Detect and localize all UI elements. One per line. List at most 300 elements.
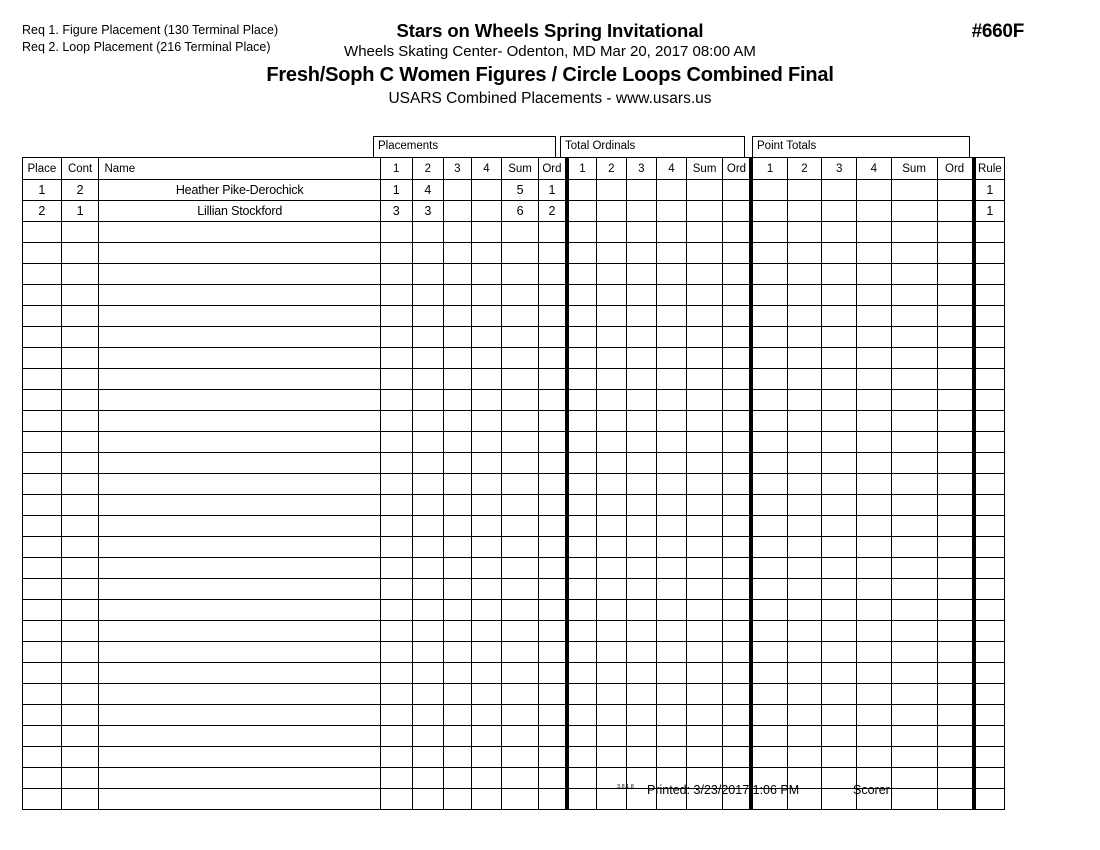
cell-to2: [597, 411, 627, 432]
cell-rule: [974, 621, 1005, 642]
cell-rule: [974, 579, 1005, 600]
cell-to1: [567, 348, 597, 369]
cell-pt4: [856, 705, 891, 726]
cell-cont: 1: [61, 201, 99, 222]
cell-rule: [974, 306, 1005, 327]
cell-cont: [61, 705, 99, 726]
cell-to2: [597, 600, 627, 621]
cell-plsum: [502, 264, 539, 285]
cell-to2: [597, 495, 627, 516]
cell-tosum: [686, 495, 723, 516]
cell-pt1: [751, 453, 787, 474]
table-row-empty: [23, 558, 1005, 579]
column-header-pt3: 3: [822, 158, 857, 180]
cell-ptord: [937, 264, 974, 285]
table-row-empty: [23, 243, 1005, 264]
cell-name: [99, 222, 380, 243]
cell-plord: 2: [538, 201, 567, 222]
results-table: [22, 157, 1005, 810]
cell-place: [23, 369, 62, 390]
cell-toord: [723, 327, 752, 348]
table-row-empty: [23, 432, 1005, 453]
cell-pt3: [822, 579, 857, 600]
cell-tosum: [686, 180, 723, 201]
cell-ptord: [937, 663, 974, 684]
cell-to1: [567, 558, 597, 579]
cell-pl1: [380, 600, 412, 621]
cell-pl2: [412, 579, 444, 600]
cell-to2: [597, 453, 627, 474]
cell-tosum: [686, 369, 723, 390]
cell-pt3: [822, 663, 857, 684]
cell-ptord: [937, 222, 974, 243]
page-title: Fresh/Soph C Women Figures / Circle Loops Combined Final: [266, 64, 834, 86]
cell-pt3: [822, 705, 857, 726]
cell-tosum: [686, 600, 723, 621]
cell-pt2: [787, 684, 822, 705]
cell-pt4: [856, 663, 891, 684]
column-group-placements: [373, 136, 556, 157]
cell-cont: [61, 726, 99, 747]
table-row-empty: [23, 222, 1005, 243]
cell-name: [99, 432, 380, 453]
cell-toord: [723, 495, 752, 516]
cell-to2: [597, 474, 627, 495]
cell-pt1: [751, 747, 787, 768]
column-header-pt4: 4: [856, 158, 891, 180]
cell-place: 2: [23, 201, 62, 222]
cell-to2: [597, 264, 627, 285]
cell-to2: [597, 327, 627, 348]
cell-place: [23, 516, 62, 537]
cell-to2: [597, 201, 627, 222]
table-row-empty: [23, 285, 1005, 306]
cell-place: [23, 474, 62, 495]
cell-toord: [723, 432, 752, 453]
cell-to2: [597, 789, 627, 810]
cell-ptsum: [891, 474, 937, 495]
cell-to2: [597, 537, 627, 558]
cell-to1: [567, 747, 597, 768]
cell-to3: [626, 285, 657, 306]
cell-to3: [626, 411, 657, 432]
cell-to4: [657, 558, 687, 579]
cell-pl4: [471, 516, 502, 537]
cell-pl1: [380, 453, 412, 474]
column-header-toord: Ord: [723, 158, 752, 180]
cell-name: [99, 768, 380, 789]
cell-plsum: 6: [502, 201, 539, 222]
cell-to3: [626, 663, 657, 684]
cell-ptsum: [891, 789, 937, 810]
cell-toord: [723, 642, 752, 663]
cell-toord: [723, 579, 752, 600]
cell-pl4: [471, 558, 502, 579]
cell-rule: [974, 243, 1005, 264]
cell-rule: [974, 411, 1005, 432]
cell-rule: [974, 453, 1005, 474]
cell-ptord: [937, 180, 974, 201]
cell-pl1: 1: [380, 180, 412, 201]
cell-pt1: [751, 264, 787, 285]
cell-to3: [626, 747, 657, 768]
cell-pt4: [856, 390, 891, 411]
cell-pl3: [444, 516, 472, 537]
cell-tosum: [686, 264, 723, 285]
cell-to3: [626, 579, 657, 600]
table-body: [23, 180, 1005, 810]
cell-plord: [538, 453, 567, 474]
cell-cont: [61, 537, 99, 558]
cell-toord: [723, 537, 752, 558]
cell-to2: [597, 747, 627, 768]
table-row-empty: [23, 264, 1005, 285]
cell-pt3: [822, 453, 857, 474]
cell-place: [23, 222, 62, 243]
cell-pt1: [751, 621, 787, 642]
cell-name: [99, 285, 380, 306]
table-row-empty: [23, 747, 1005, 768]
cell-plord: [538, 495, 567, 516]
cell-pt4: [856, 747, 891, 768]
cell-ptord: [937, 285, 974, 306]
cell-to2: [597, 684, 627, 705]
cell-ptsum: [891, 558, 937, 579]
cell-ptord: [937, 369, 974, 390]
cell-pl2: [412, 306, 444, 327]
cell-pl2: [412, 621, 444, 642]
cell-pl2: [412, 411, 444, 432]
cell-toord: [723, 285, 752, 306]
cell-tosum: [686, 684, 723, 705]
cell-pl3: [444, 600, 472, 621]
cell-plord: [538, 306, 567, 327]
cell-pt3: [822, 537, 857, 558]
cell-rule: [974, 264, 1005, 285]
cell-pl1: [380, 768, 412, 789]
table-head: [23, 158, 1005, 180]
cell-pt4: [856, 516, 891, 537]
cell-pt1: [751, 537, 787, 558]
printed-stamp: Printed: 3/23/2017 1:06 PM: [647, 783, 800, 797]
cell-tosum: [686, 327, 723, 348]
cell-pt1: [751, 726, 787, 747]
cell-cont: [61, 369, 99, 390]
cell-to1: [567, 579, 597, 600]
cell-pl1: [380, 474, 412, 495]
table-row-empty: [23, 600, 1005, 621]
cell-to3: [626, 642, 657, 663]
cell-place: [23, 747, 62, 768]
cell-plord: [538, 516, 567, 537]
table-row-empty: [23, 348, 1005, 369]
table-row-empty: [23, 726, 1005, 747]
cell-tosum: [686, 453, 723, 474]
cell-pl3: [444, 306, 472, 327]
cell-to4: [657, 306, 687, 327]
cell-to4: [657, 453, 687, 474]
cell-to1: [567, 180, 597, 201]
table-row-empty: [23, 495, 1005, 516]
cell-name: [99, 705, 380, 726]
cell-pl1: [380, 306, 412, 327]
cell-pt4: [856, 432, 891, 453]
cell-pt2: [787, 369, 822, 390]
cell-toord: [723, 474, 752, 495]
cell-to1: [567, 453, 597, 474]
cell-to4: [657, 180, 687, 201]
cell-pl2: [412, 327, 444, 348]
cell-toord: [723, 306, 752, 327]
column-header-rule: Rule: [974, 158, 1005, 180]
cell-pt3: [822, 600, 857, 621]
cell-ptsum: [891, 663, 937, 684]
cell-pl3: [444, 180, 472, 201]
cell-rule: [974, 369, 1005, 390]
cell-pt4: [856, 369, 891, 390]
cell-ptord: [937, 306, 974, 327]
cell-pl4: [471, 768, 502, 789]
column-header-cont: Cont: [61, 158, 99, 180]
cell-to2: [597, 663, 627, 684]
cell-pt3: [822, 789, 857, 810]
cell-place: [23, 411, 62, 432]
cell-pt2: [787, 285, 822, 306]
column-header-plord: Ord: [538, 158, 567, 180]
cell-ptsum: [891, 621, 937, 642]
cell-place: [23, 705, 62, 726]
cell-plord: [538, 663, 567, 684]
cell-pt1: [751, 600, 787, 621]
cell-ptsum: [891, 705, 937, 726]
cell-ptsum: [891, 243, 937, 264]
cell-plsum: [502, 789, 539, 810]
cell-pt2: [787, 243, 822, 264]
cell-plsum: [502, 432, 539, 453]
cell-pl1: [380, 348, 412, 369]
cell-toord: [723, 558, 752, 579]
cell-pt4: [856, 474, 891, 495]
cell-to4: [657, 705, 687, 726]
cell-pl3: [444, 348, 472, 369]
cell-tosum: [686, 726, 723, 747]
cell-to1: [567, 663, 597, 684]
cell-pl3: [444, 495, 472, 516]
cell-toord: [723, 600, 752, 621]
cell-plsum: [502, 348, 539, 369]
cell-place: [23, 768, 62, 789]
cell-pl2: [412, 768, 444, 789]
meet-venue-date: Wheels Skating Center- Odenton, MD Mar 20, 2017 08:00 AM: [344, 43, 756, 60]
cell-pl4: [471, 747, 502, 768]
column-header-pl4: 4: [471, 158, 502, 180]
cell-pl2: [412, 663, 444, 684]
cell-pt2: [787, 747, 822, 768]
cell-plord: [538, 537, 567, 558]
cell-tosum: [686, 243, 723, 264]
cell-plsum: [502, 453, 539, 474]
cell-tosum: [686, 306, 723, 327]
cell-to1: [567, 642, 597, 663]
cell-ptord: [937, 243, 974, 264]
cell-plsum: [502, 516, 539, 537]
cell-ptord: [937, 474, 974, 495]
cell-pl4: [471, 390, 502, 411]
cell-plsum: [502, 705, 539, 726]
cell-pl4: [471, 474, 502, 495]
cell-to1: [567, 411, 597, 432]
cell-rule: [974, 516, 1005, 537]
cell-to4: [657, 642, 687, 663]
cell-pt3: [822, 516, 857, 537]
cell-to4: [657, 390, 687, 411]
cell-pt4: [856, 201, 891, 222]
cell-pl3: [444, 474, 472, 495]
cell-ptsum: [891, 222, 937, 243]
cell-pl1: [380, 516, 412, 537]
cell-pl2: [412, 453, 444, 474]
cell-to3: [626, 453, 657, 474]
cell-place: [23, 684, 62, 705]
cell-pl1: [380, 684, 412, 705]
cell-toord: [723, 621, 752, 642]
cell-pl3: [444, 390, 472, 411]
column-header-plsum: Sum: [502, 158, 539, 180]
cell-plsum: [502, 579, 539, 600]
cell-to2: [597, 222, 627, 243]
cell-to2: [597, 579, 627, 600]
cell-pl4: [471, 600, 502, 621]
cell-cont: [61, 600, 99, 621]
cell-pl4: [471, 705, 502, 726]
cell-place: [23, 726, 62, 747]
cell-place: [23, 306, 62, 327]
cell-pl4: [471, 264, 502, 285]
cell-pl1: [380, 747, 412, 768]
cell-pt3: [822, 726, 857, 747]
cell-pl1: [380, 495, 412, 516]
cell-name: [99, 411, 380, 432]
cell-to3: [626, 327, 657, 348]
cell-to1: [567, 789, 597, 810]
cell-pt2: [787, 222, 822, 243]
cell-pl3: [444, 222, 472, 243]
cell-pt1: [751, 180, 787, 201]
cell-pt1: [751, 411, 787, 432]
cell-tosum: [686, 642, 723, 663]
requirement-text: Loop Placement (216 Terminal Place): [62, 40, 271, 54]
cell-pt3: [822, 621, 857, 642]
cell-name: [99, 390, 380, 411]
cell-to1: [567, 621, 597, 642]
cell-pt2: [787, 663, 822, 684]
cell-pl3: [444, 327, 472, 348]
cell-to1: [567, 285, 597, 306]
cell-pl1: [380, 264, 412, 285]
cell-ptord: [937, 684, 974, 705]
cell-cont: [61, 285, 99, 306]
cell-to1: [567, 768, 597, 789]
report-header: [0, 20, 1100, 110]
cell-cont: [61, 327, 99, 348]
table-row-empty: [23, 369, 1005, 390]
cell-name: [99, 474, 380, 495]
cell-plsum: [502, 495, 539, 516]
table-row-empty: [23, 327, 1005, 348]
table-row-empty: [23, 516, 1005, 537]
cell-pt3: [822, 264, 857, 285]
cell-pl4: [471, 642, 502, 663]
cell-ptord: [937, 768, 974, 789]
cell-plord: [538, 768, 567, 789]
cell-ptord: [937, 537, 974, 558]
cell-ptord: [937, 558, 974, 579]
cell-pl2: [412, 684, 444, 705]
column-group-point-totals: [752, 136, 970, 157]
event-number: #660F: [971, 21, 1024, 42]
cell-pl4: [471, 726, 502, 747]
table-row-empty: [23, 306, 1005, 327]
cell-to1: [567, 537, 597, 558]
cell-to1: [567, 495, 597, 516]
cell-pl2: [412, 642, 444, 663]
cell-pl3: [444, 789, 472, 810]
column-header-pl2: 2: [412, 158, 444, 180]
cell-rule: [974, 726, 1005, 747]
cell-pt4: [856, 264, 891, 285]
cell-ptsum: [891, 327, 937, 348]
cell-pt1: [751, 663, 787, 684]
cell-pt1: [751, 579, 787, 600]
cell-pt2: [787, 411, 822, 432]
cell-rule: [974, 663, 1005, 684]
cell-name: [99, 684, 380, 705]
cell-pl4: [471, 306, 502, 327]
cell-rule: [974, 600, 1005, 621]
cell-plord: [538, 474, 567, 495]
cell-pt4: [856, 411, 891, 432]
cell-tosum: [686, 285, 723, 306]
cell-pt3: [822, 495, 857, 516]
cell-to4: [657, 516, 687, 537]
cell-pl3: [444, 537, 472, 558]
cell-name: [99, 579, 380, 600]
cell-pl3: [444, 243, 472, 264]
cell-to3: [626, 474, 657, 495]
cell-to2: [597, 348, 627, 369]
cell-rule: [974, 642, 1005, 663]
cell-plsum: [502, 243, 539, 264]
cell-plsum: [502, 663, 539, 684]
cell-plord: 1: [538, 180, 567, 201]
cell-pl3: [444, 768, 472, 789]
table-row-empty: [23, 390, 1005, 411]
cell-pl3: [444, 642, 472, 663]
cell-ptord: [937, 726, 974, 747]
cell-pl2: [412, 516, 444, 537]
cell-plsum: [502, 642, 539, 663]
column-group-label: Point Totals: [757, 140, 817, 152]
cell-cont: [61, 432, 99, 453]
cell-name: [99, 621, 380, 642]
cell-to1: [567, 327, 597, 348]
cell-ptsum: [891, 642, 937, 663]
cell-pl3: [444, 264, 472, 285]
cell-rule: [974, 285, 1005, 306]
cell-pl4: [471, 684, 502, 705]
cell-pt1: [751, 369, 787, 390]
cell-tosum: [686, 411, 723, 432]
